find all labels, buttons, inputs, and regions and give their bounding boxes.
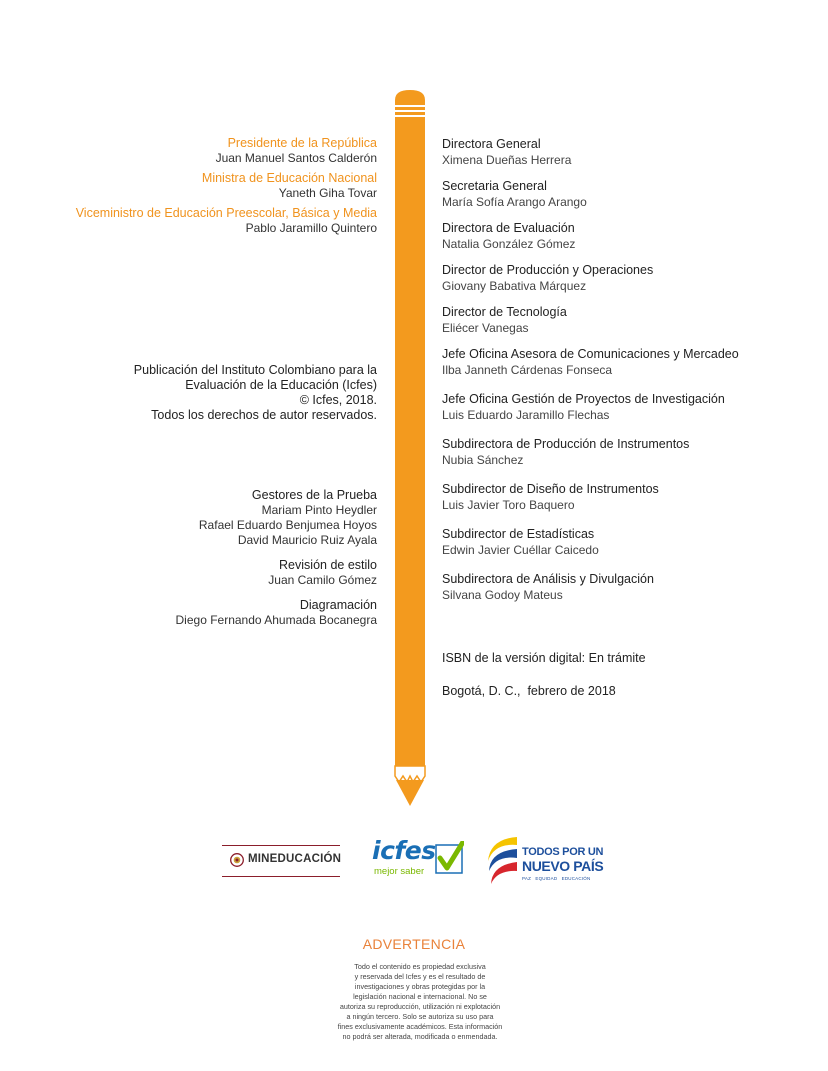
warning-body [300,962,540,1042]
mineducacion-text: MINEDUCACIÓN [248,853,342,865]
directory-entry [442,436,739,468]
credits [176,488,377,628]
role-minister [76,171,377,201]
role-name: Yaneth Giha Tovar [278,186,377,200]
publication-line: Evaluación de la Educación (Icfes) [185,378,377,392]
rights-line: Todos los derechos de autor reservados. [151,408,377,422]
role-title: Presidente de la República [227,136,377,150]
gestor-name: Mariam Pinto Heydler [261,503,377,517]
icfes-logo [372,838,468,880]
icfes-tagline: mejor saber [374,866,425,877]
directory-entry [442,346,739,378]
revision-name: Juan Camilo Gómez [268,573,377,587]
directory-entry [442,391,739,423]
directory-entry [442,481,739,513]
gestores-title: Gestores de la Prueba [251,488,377,502]
role-title: Viceministro de Educación Preescolar, Básica y Media [75,206,377,220]
entry-name: Ximena Dueñas Herrera [442,153,572,167]
entry-name: Natalia González Gómez [442,237,576,251]
role-name: Pablo Jaramillo Quintero [245,221,377,235]
coat-of-arms-icon [230,853,244,867]
entry-name: Luis Javier Toro Baquero [442,498,575,512]
entry-title: Director de Tecnología [442,305,567,319]
directory-entry [442,220,739,252]
tricolor-swirl-icon [484,833,520,887]
warning-line: Todo el contenido es propiedad exclusiva [354,962,486,971]
gestor-name: Rafael Eduardo Benjumea Hoyos [198,518,377,532]
entry-title: Subdirectora de Producción de Instrumentos [442,437,690,451]
publication-notice [134,363,377,423]
copyright-line: © Icfes, 2018. [299,393,377,407]
entry-title: Subdirectora de Análisis y Divulgación [442,572,654,586]
entry-name: Edwin Javier Cuéllar Caicedo [442,543,599,557]
entry-title: Director de Producción y Operaciones [442,263,654,277]
warning-line: no podrá ser alterada, modificada o enmendada. [342,1032,498,1041]
entry-title: Jefe Oficina Gestión de Proyectos de Investigación [442,392,725,406]
directory-entry [442,304,739,336]
entry-title: Jefe Oficina Asesora de Comunicaciones y Mercadeo [442,347,739,361]
icfes-wordmark: icfes [372,836,436,865]
publication-line: Publicación del Instituto Colombiano para la [133,363,377,377]
gestor-name: David Mauricio Ruiz Ayala [237,533,377,547]
warning-line: fines exclusivamente académicos. Esta información [337,1022,503,1031]
entry-title: Directora de Evaluación [442,221,575,235]
directory-entry [442,571,739,603]
slogan-line-3: PAZ EQUIDAD EDUCACIÓN [522,876,591,881]
entry-name: Silvana Godoy Mateus [442,588,563,602]
directory-entry [442,178,739,210]
warning-title: ADVERTENCIA [362,936,466,952]
todos-por-un-nuevo-pais-logo [484,833,606,887]
warning-line: y reservada del Icfes y es el resultado de [354,972,486,981]
revision-title: Revisión de estilo [279,558,377,572]
slogan-line-2: NUEVO PAÍS [522,858,604,874]
entry-name: Ilba Janneth Cárdenas Fonseca [442,363,613,377]
warning-line: a ningún tercero. Solo se autoriza su uso para [346,1012,494,1021]
icfes-directory [442,136,739,603]
checkmark-icon [435,841,464,875]
warning-line: autoriza su reproducción, utilización ni explotación [339,1002,501,1011]
entry-title: Secretaria General [442,179,547,193]
entry-name: Eliécer Vanegas [442,321,529,335]
role-president [76,136,377,166]
isbn-line: ISBN de la versión digital: En trámite [442,651,646,665]
entry-name: Luis Eduardo Jaramillo Flechas [442,408,610,422]
role-vice-minister [76,206,377,236]
entry-name: Giovany Babativa Márquez [442,279,587,293]
entry-name: Nubia Sánchez [442,453,524,467]
slogan-line-1: TODOS POR UN [522,846,604,858]
entry-title: Subdirector de Diseño de Instrumentos [442,482,659,496]
mineducacion-logo [222,845,340,877]
diagramacion-name: Diego Fernando Ahumada Bocanegra [175,613,377,627]
directory-entry [442,262,739,294]
diagramacion-title: Diagramación [299,598,377,612]
role-name: Juan Manuel Santos Calderón [215,151,377,165]
warning-line: investigaciones y obras protegidas por la [354,982,486,991]
warning-line: legislación nacional e internacional. No se [353,992,487,1001]
government-roles [76,136,377,236]
entry-title: Directora General [442,137,541,151]
entry-title: Subdirector de Estadísticas [442,527,595,541]
role-title: Ministra de Educación Nacional [201,171,377,185]
entry-name: María Sofía Arango Arango [442,195,587,209]
directory-entry [442,526,739,558]
directory-entry [442,136,739,168]
pencil-graphic [393,88,427,813]
place-date-line: Bogotá, D. C., febrero de 2018 [442,684,616,698]
